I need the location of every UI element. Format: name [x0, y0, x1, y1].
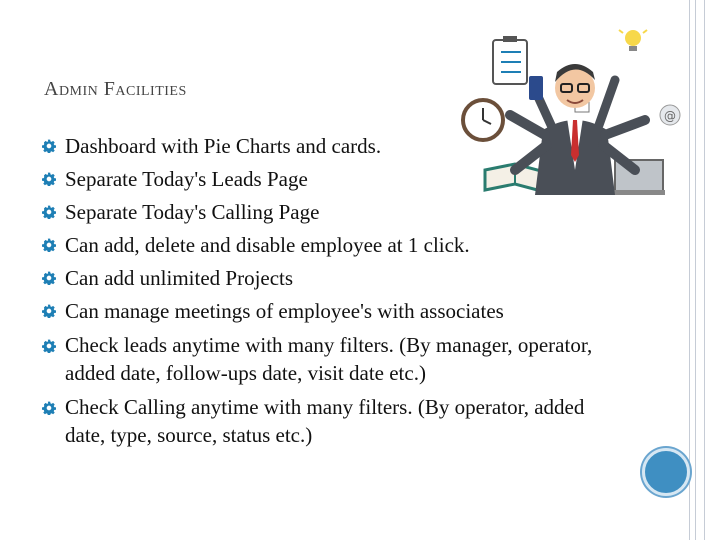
gear-icon: [42, 139, 56, 153]
border-line: [704, 0, 705, 540]
svg-text:@: @: [664, 109, 676, 123]
slide-title: Admin Facilities: [44, 78, 187, 100]
border-line: [695, 0, 696, 540]
bullet-item: Can add, delete and disable employee at 1 click.: [42, 229, 622, 262]
multitasking-businessman-illustration: [455, 20, 695, 200]
bullet-item: Dashboard with Pie Charts and cards.: [42, 130, 622, 163]
bullet-item: Can manage meetings of employee's with associates: [42, 295, 622, 328]
gear-icon: [42, 401, 56, 415]
gear-icon: [42, 304, 56, 318]
gear-icon: [42, 238, 56, 252]
bullet-item: Separate Today's Leads Page: [42, 163, 622, 196]
bullet-item: Separate Today's Calling Page: [42, 196, 622, 229]
gear-icon: [42, 205, 56, 219]
bullet-item: Can add unlimited Projects: [42, 262, 622, 295]
lightbulb-icon: [619, 30, 647, 51]
bullet-item: Check Calling anytime with many filters. (By operator, added date, type, source, status etc.): [42, 390, 622, 452]
bullet-item: Check leads anytime with many filters. (By manager, operator, added date, follow-ups date, visit date etc.): [42, 328, 622, 390]
gear-icon: [42, 271, 56, 285]
email-icon: [660, 105, 680, 125]
clock-icon: [463, 100, 503, 140]
gear-icon: [42, 339, 56, 353]
clipboard-icon: [493, 36, 527, 84]
accent-circle: [642, 448, 690, 496]
gear-icon: [42, 172, 56, 186]
